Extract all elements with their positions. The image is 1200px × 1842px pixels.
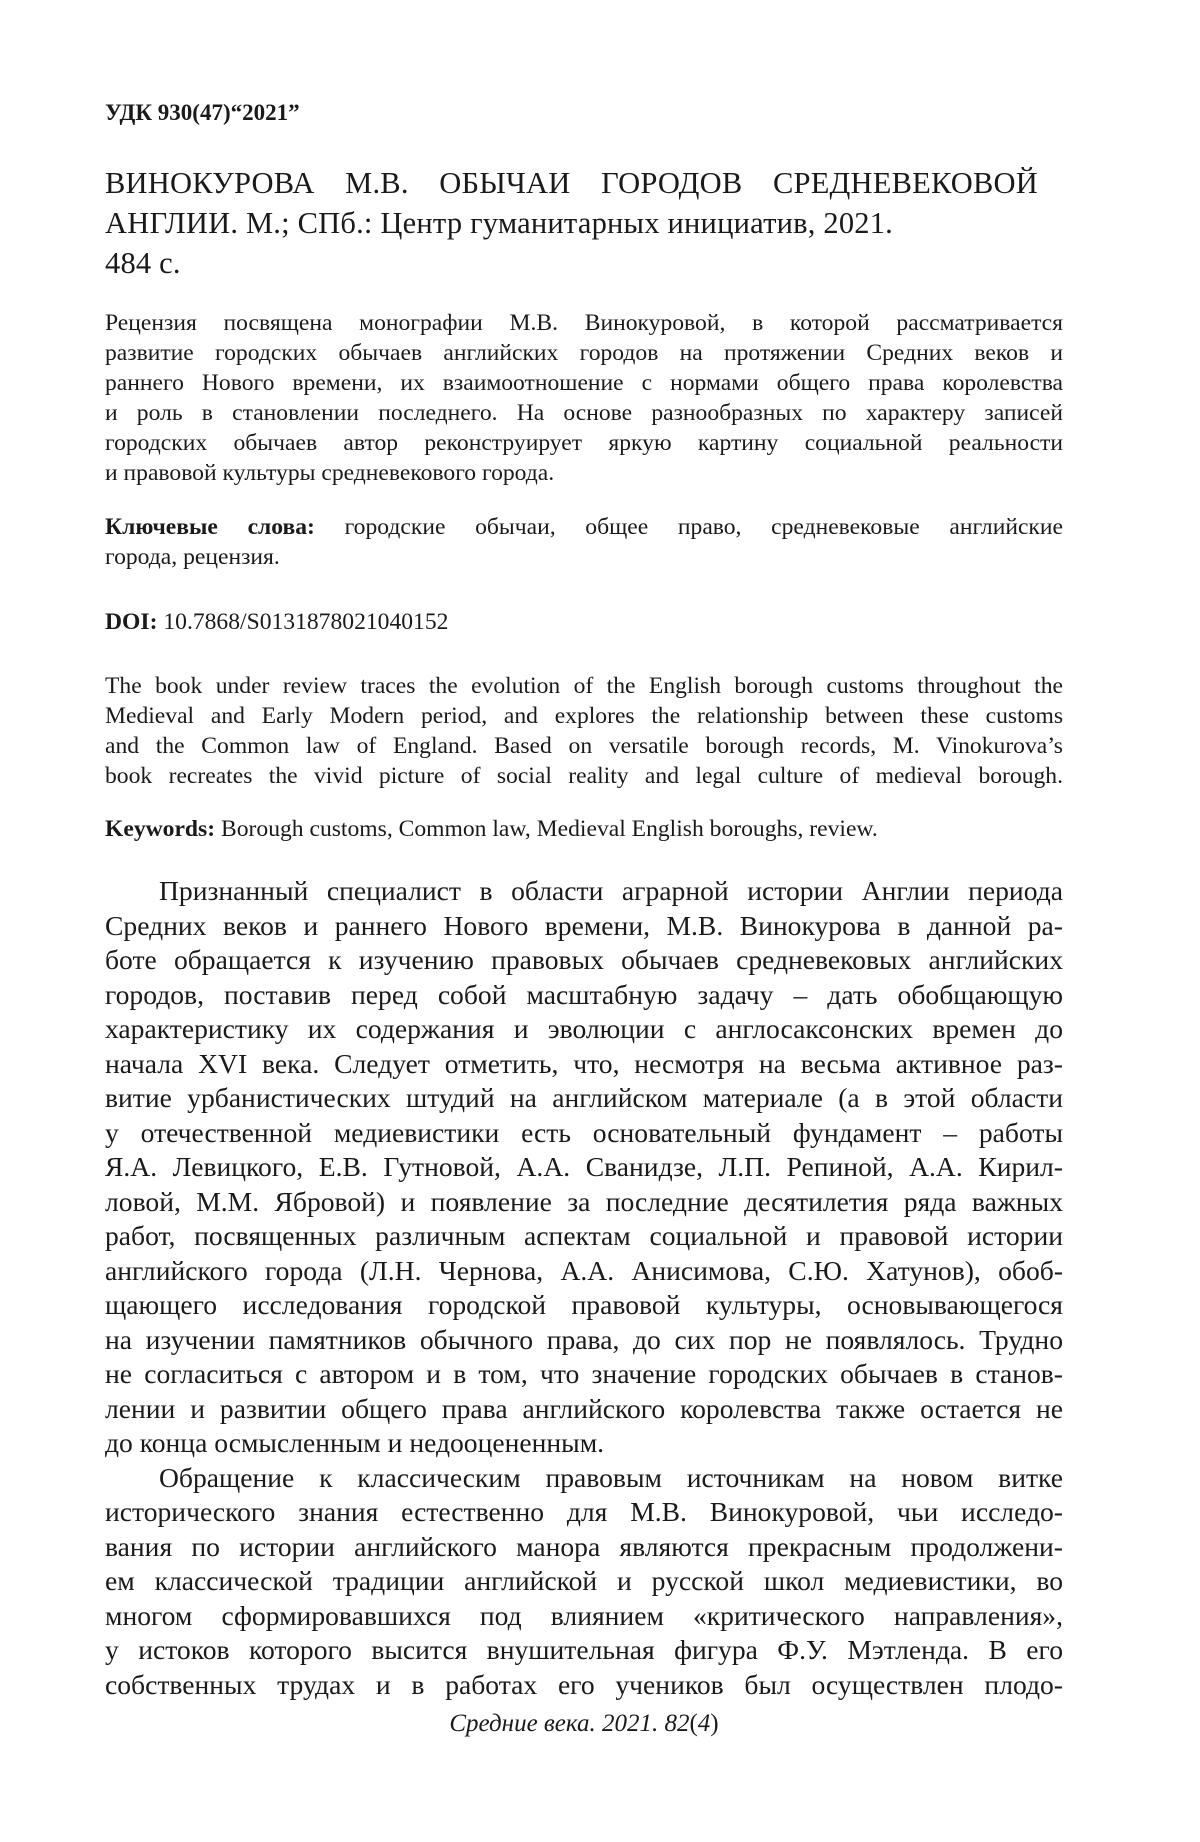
keywords-en-label: Keywords: (105, 816, 216, 842)
body-line: собственных трудах и в работах его учеников был осуществлен плодо- (105, 1668, 1063, 1700)
abstract-ru-line: городских обычаев автор реконструирует яркую картину социальной реальности (105, 430, 1063, 456)
abstract-en-line: and the Common law of England. Based on versatile borough records, M. Vinokurova’s (105, 733, 1063, 759)
body-line: городов, поставив перед собой масштабную задачу – дать обобщающую (105, 978, 1063, 1010)
body-line: Средних веков и раннего Нового времени, М.В. Винокурова в данной ра- (105, 909, 1063, 941)
body-line: характеристику их содержания и эволюции с англосаксонских времен до (105, 1013, 1063, 1044)
body-line: вания по истории английского манора являются прекрасным продолжени- (105, 1530, 1063, 1562)
body-line: ловой, М.М. Ябровой) и появление за последние десятилетия ряда важных (105, 1185, 1063, 1217)
abstract-ru-line: и правовой культуры средневекового города. (105, 460, 555, 486)
doi-label: DOI: (105, 609, 158, 635)
abstract-ru-line: Рецензия посвящена монографии М.В. Винокуровой, в которой рассматривается (105, 310, 1063, 336)
body-line: Признанный специалист в области аграрной истории Англии периода (159, 875, 1063, 906)
body-line: исторического знания естественно для М.В. Винокуровой, чьи исследо- (105, 1496, 1063, 1527)
body-line: у отечественной медиевистики есть основательный фундамент – работы (105, 1116, 1063, 1148)
keywords-ru-line-2: города, рецензия. (105, 544, 280, 570)
body-line: до конца осмысленным и недооцененным. (105, 1427, 605, 1458)
body-line: начала XVI века. Следует отметить, что, несмотря на весьма активное раз- (105, 1047, 1063, 1079)
doi-value: 10.7868/S0131878021040152 (163, 609, 449, 635)
footer-journal: Средние века. 2021. 82 (449, 1710, 690, 1737)
title-line-1: ВИНОКУРОВА М.В. ОБЫЧАИ ГОРОДОВ СРЕДНЕВЕКОВОЙ (105, 166, 1038, 200)
body-line: многом сформировавшихся под влиянием «критического направления», (105, 1599, 1063, 1631)
body-line: боте обращается к изучению правовых обычаев средневековых английских (105, 944, 1063, 975)
abstract-ru-line: развитие городских обычаев английских городов на протяжении Средних веков и (105, 340, 1063, 366)
body-line: работ, посвященных различным аспектам социальной и правовой истории (105, 1220, 1063, 1251)
keywords-en (105, 818, 1063, 842)
title-line-3: 484 с. (105, 246, 181, 280)
footer-paren-close: ) (710, 1710, 719, 1737)
body-line: щающего исследования городской правовой культуры, основывающегося (105, 1289, 1063, 1320)
keywords-ru-text: городские обычаи, общее право, средневековые английские (344, 514, 1063, 540)
keywords-en-text: Borough customs, Common law, Medieval English boroughs, review. (221, 816, 878, 842)
body-line: на изучении памятников обычного права, до сих пор не появлялось. Трудно (105, 1323, 1063, 1355)
abstract-ru-line: раннего Нового времени, их взаимоотношение с нормами общего права королевства (105, 370, 1063, 396)
body-line: витие урбанистических штудий на английском материале (а в этой области (105, 1082, 1063, 1113)
doi (105, 611, 1063, 635)
title-line-2: АНГЛИИ. М.; СПб.: Центр гуманитарных инициатив, 2021. (105, 206, 893, 240)
footer-issue: 4 (697, 1710, 711, 1737)
body-line: Обращение к классическим правовым источникам на новом витке (159, 1461, 1063, 1493)
footer-paren-open: ( (689, 1710, 698, 1737)
abstract-ru-line: и роль в становлении последнего. На основе разнообразных по характеру записей (105, 400, 1063, 426)
body-line: английского города (Л.Н. Чернова, А.А. Анисимова, С.Ю. Хатунов), обоб- (105, 1254, 1063, 1286)
body-line: Я.А. Левицкого, Е.В. Гутновой, А.А. Сванидзе, Л.П. Репиной, А.А. Кирил- (105, 1151, 1063, 1182)
keywords-ru-label: Ключевые слова: (105, 514, 315, 540)
body-line: ем классической традиции английской и русской школ медиевистики, во (105, 1565, 1063, 1596)
keywords-ru (105, 516, 1063, 540)
body-line: лении и развитии общего права английского королевства также остается не (105, 1392, 1063, 1424)
abstract-en-line: Medieval and Early Modern period, and explores the relationship between these customs (105, 703, 1063, 729)
body-line: не согласиться с автором и в том, что значение городских обычаев в станов- (105, 1358, 1063, 1389)
abstract-en-line: book recreates the vivid picture of social reality and legal culture of medieval borough. (105, 763, 1063, 789)
abstract-en-line: The book under review traces the evolution of the English borough customs throughout the (105, 673, 1063, 699)
body-line: у истоков которого высится внушительная фигура Ф.У. Мэтленда. В его (105, 1634, 1063, 1665)
udk-code: УДК 930(47)“2021” (105, 100, 300, 125)
journal-footer (0, 1711, 1168, 1736)
